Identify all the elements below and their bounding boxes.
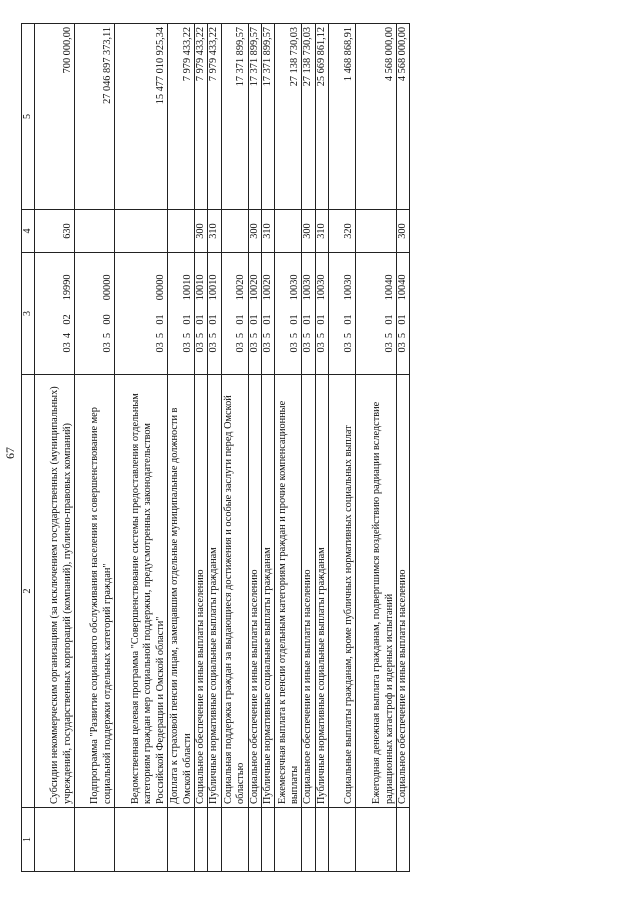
code-direction: 10020 — [262, 274, 274, 301]
row-number-cell — [35, 808, 75, 872]
code-event: 01 — [397, 314, 409, 325]
row-number-cell — [397, 808, 410, 872]
table-row — [302, 24, 315, 872]
expense-type-code: 310 — [262, 210, 275, 253]
expense-type-code: 630 — [35, 210, 75, 253]
budget-table — [21, 23, 410, 872]
code-subprogram: 5 — [154, 332, 166, 339]
code-event: 02 — [61, 314, 73, 325]
code-direction: 10030 — [342, 274, 354, 301]
code-subprogram: 5 — [383, 332, 395, 339]
expense-type-code: 300 — [195, 210, 208, 253]
code-event: 01 — [342, 314, 354, 325]
expense-type-code — [75, 210, 115, 253]
table-row — [397, 24, 410, 872]
code-event: 01 — [248, 314, 260, 325]
code-event: 01 — [302, 314, 314, 325]
table-body — [35, 24, 410, 872]
code-program: 03 — [302, 342, 314, 353]
item-name: Ежегодная денежная выплата гражданам, подвергшимся воздействию радиации вследствие радиационных катастроф и ядерных испытаний — [356, 375, 397, 808]
row-number-cell — [115, 808, 168, 872]
expense-type-code: 300 — [248, 210, 261, 253]
header-cell: 4 — [22, 210, 35, 253]
target-article-code — [248, 253, 261, 375]
item-name: Социальные выплаты гражданам, кроме публичных нормативных социальных выплат — [329, 375, 356, 808]
code-subprogram: 5 — [248, 332, 260, 339]
row-number-cell — [208, 808, 221, 872]
code-event: 01 — [289, 314, 301, 325]
table-row — [315, 24, 328, 872]
code-program: 03 — [235, 342, 247, 353]
code-subprogram: 5 — [302, 332, 314, 339]
row-number-cell — [302, 808, 315, 872]
code-program: 03 — [397, 342, 409, 353]
code-direction: 10020 — [248, 274, 260, 301]
item-name: Социальная поддержка граждан за выдающиеся достижения и особые заслуги перед Омской областью — [221, 375, 248, 808]
code-program: 03 — [262, 342, 274, 353]
item-name: Субсидии некоммерческим организациям (за исключением государственных (муниципальных) учреждений, государственных корпораций (компаний), публично-правовых компаний) — [35, 375, 75, 808]
code-subprogram: 5 — [235, 332, 247, 339]
row-number-cell — [248, 808, 261, 872]
row-number-cell — [75, 808, 115, 872]
amount: 17 371 899,57 — [248, 24, 261, 210]
target-article-code — [208, 253, 221, 375]
target-article-code — [35, 253, 75, 375]
header-cell: 2 — [22, 375, 35, 808]
expense-type-code — [168, 210, 195, 253]
row-number-cell — [221, 808, 248, 872]
page-number: 67 — [3, 447, 17, 459]
amount: 4 568 000,00 — [397, 24, 410, 210]
table-row — [75, 24, 115, 872]
table-row — [115, 24, 168, 872]
code-subprogram: 5 — [342, 332, 354, 339]
amount: 7 979 433,22 — [195, 24, 208, 210]
item-name: Социальное обеспечение и иные выплаты населению — [195, 375, 208, 808]
target-article-code — [195, 253, 208, 375]
table-row — [208, 24, 221, 872]
row-number-cell — [356, 808, 397, 872]
amount: 27 138 730,03 — [302, 24, 315, 210]
code-direction: 10010 — [195, 274, 206, 301]
code-subprogram: 5 — [262, 332, 274, 339]
target-article-code — [315, 253, 328, 375]
code-subprogram: 5 — [315, 332, 327, 339]
code-event: 01 — [262, 314, 274, 325]
code-subprogram: 4 — [61, 332, 73, 339]
row-number-cell — [262, 808, 275, 872]
code-direction: 10040 — [383, 274, 395, 301]
header-row — [22, 24, 35, 872]
table-row — [356, 24, 397, 872]
amount: 15 477 010 925,34 — [115, 24, 168, 210]
code-program: 03 — [61, 342, 73, 353]
code-direction: 19990 — [61, 274, 73, 301]
code-direction: 10030 — [289, 274, 301, 301]
amount: 4 568 000,00 — [356, 24, 397, 210]
expense-type-code: 310 — [208, 210, 221, 253]
code-program: 03 — [195, 342, 206, 353]
amount: 700 000,00 — [35, 24, 75, 210]
item-name: Социальное обеспечение и иные выплаты населению — [248, 375, 261, 808]
header-cell: 1 — [22, 808, 35, 872]
code-event: 01 — [195, 314, 206, 325]
code-event: 01 — [315, 314, 327, 325]
code-program: 03 — [315, 342, 327, 353]
code-event: 01 — [235, 314, 247, 325]
expense-type-code — [115, 210, 168, 253]
target-article-code — [275, 253, 302, 375]
code-subprogram: 5 — [181, 332, 193, 339]
amount: 1 468 868,91 — [329, 24, 356, 210]
item-name: Публичные нормативные социальные выплаты гражданам — [262, 375, 275, 808]
table-row — [168, 24, 195, 872]
table-row — [35, 24, 75, 872]
code-subprogram: 5 — [289, 332, 301, 339]
target-article-code — [329, 253, 356, 375]
expense-type-code: 320 — [329, 210, 356, 253]
code-direction: 10020 — [235, 274, 247, 301]
code-program: 03 — [342, 342, 354, 353]
target-article-code — [115, 253, 168, 375]
item-name: Социальное обеспечение и иные выплаты населению — [302, 375, 315, 808]
item-name: Подпрограмма "Развитие социального обслуживания населения и совершенствование мер социальной поддержки отдельных категорий граждан" — [75, 375, 115, 808]
amount: 25 669 861,12 — [315, 24, 328, 210]
table-row — [275, 24, 302, 872]
code-program: 03 — [383, 342, 395, 353]
amount: 17 371 899,57 — [262, 24, 275, 210]
row-number-cell — [195, 808, 208, 872]
code-program: 03 — [248, 342, 260, 353]
code-direction: 10040 — [397, 274, 409, 301]
expense-type-code: 310 — [315, 210, 328, 253]
code-program: 03 — [289, 342, 301, 353]
code-program: 03 — [181, 342, 193, 353]
code-direction: 10030 — [302, 274, 314, 301]
table-row — [221, 24, 248, 872]
row-number-cell — [329, 808, 356, 872]
code-subprogram: 5 — [101, 332, 113, 339]
code-direction: 00000 — [154, 274, 166, 301]
expense-type-code — [356, 210, 397, 253]
target-article-code — [302, 253, 315, 375]
code-direction: 10030 — [315, 274, 327, 301]
code-direction: 10010 — [181, 274, 193, 301]
table-row — [329, 24, 356, 872]
code-direction: 10010 — [208, 274, 220, 301]
expense-type-code — [275, 210, 302, 253]
amount: 27 046 897 373,11 — [75, 24, 115, 210]
item-name: Публичные нормативные социальные выплаты гражданам — [208, 375, 221, 808]
target-article-code — [168, 253, 195, 375]
code-subprogram: 5 — [397, 332, 409, 339]
table-row — [248, 24, 261, 872]
row-number-cell — [168, 808, 195, 872]
row-number-cell — [275, 808, 302, 872]
code-event: 01 — [383, 314, 395, 325]
code-event: 01 — [208, 314, 220, 325]
item-name: Ежемесячная выплата к пенсии отдельным категориям граждан и прочие компенсационные выплаты — [275, 375, 302, 808]
item-name: Доплата к страховой пенсии лицам, замещавшим отдельные муниципальные должности в Омской области — [168, 375, 195, 808]
amount: 7 979 433,22 — [168, 24, 195, 210]
table-row — [195, 24, 208, 872]
item-name: Ведомственная целевая программа "Совершенствование системы предоставления отдельным категориям граждан мер социальной поддержки, предусмотренных законодательством Российской Федерации и Омской области" — [115, 375, 168, 808]
code-event: 00 — [101, 314, 113, 325]
code-program: 03 — [101, 342, 113, 353]
expense-type-code — [221, 210, 248, 253]
amount: 27 138 730,03 — [275, 24, 302, 210]
amount: 7 979 433,22 — [208, 24, 221, 210]
row-number-cell — [315, 808, 328, 872]
header-cell: 5 — [22, 24, 35, 210]
expense-type-code: 300 — [302, 210, 315, 253]
item-name: Публичные нормативные социальные выплаты гражданам — [315, 375, 328, 808]
target-article-code — [221, 253, 248, 375]
amount: 17 371 899,57 — [221, 24, 248, 210]
target-article-code — [397, 253, 410, 375]
target-article-code — [262, 253, 275, 375]
code-direction: 00000 — [101, 274, 113, 301]
target-article-code — [75, 253, 115, 375]
table-row — [262, 24, 275, 872]
code-event: 01 — [181, 314, 193, 325]
code-program: 03 — [208, 342, 220, 353]
item-name: Социальное обеспечение и иные выплаты населению — [397, 375, 410, 808]
header-cell: 3 — [22, 253, 35, 375]
code-subprogram: 5 — [208, 332, 220, 339]
code-subprogram: 5 — [195, 332, 206, 339]
code-event: 01 — [154, 314, 166, 325]
expense-type-code: 300 — [397, 210, 410, 253]
code-program: 03 — [154, 342, 166, 353]
target-article-code — [356, 253, 397, 375]
